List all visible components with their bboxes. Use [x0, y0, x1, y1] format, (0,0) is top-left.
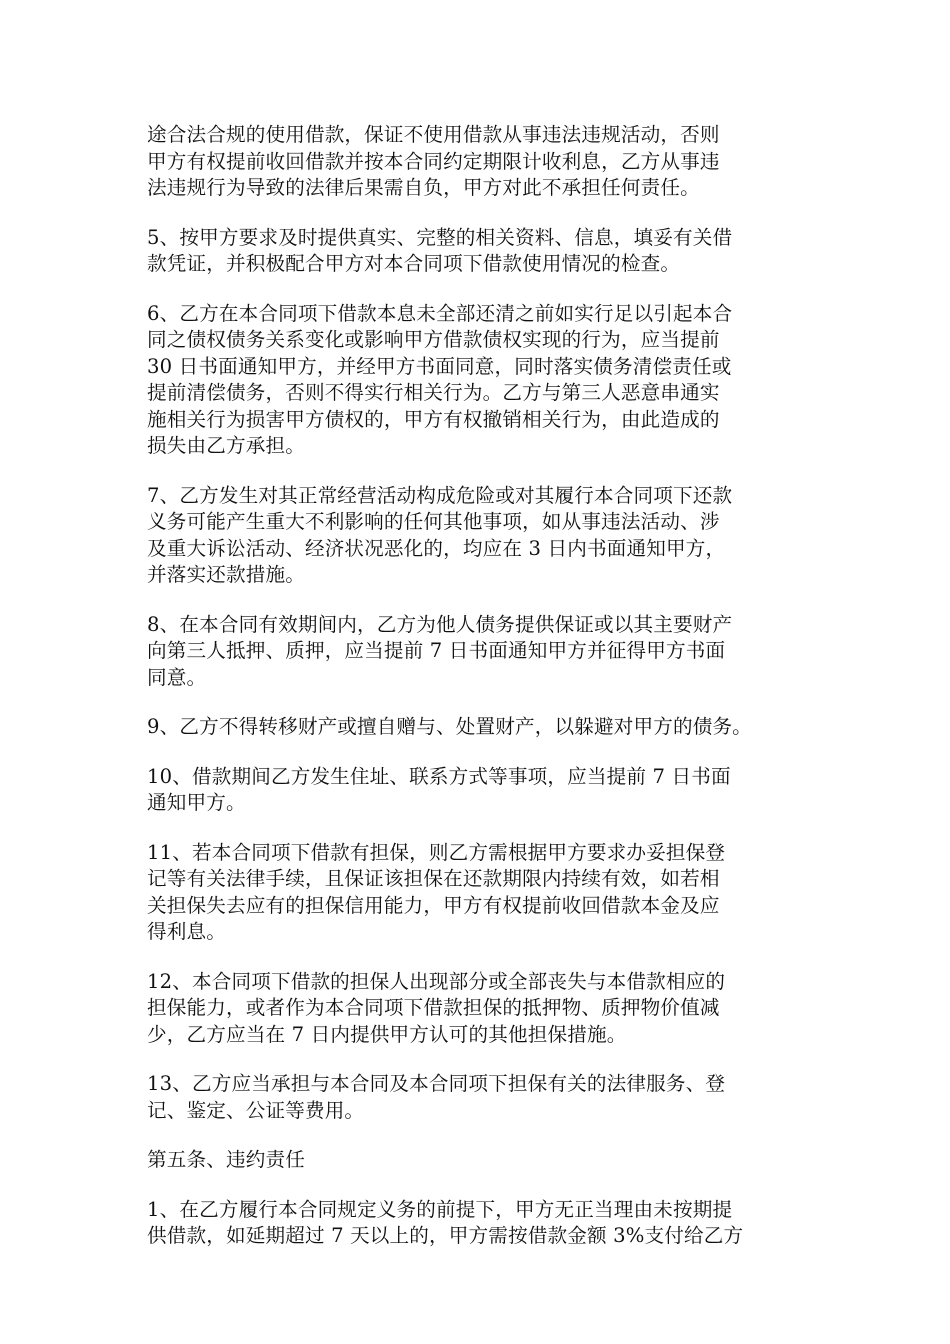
- paragraph-breach-clause-1: 1、在乙方履行本合同规定义务的前提下，甲方无正当理由未按期提 供借款，如延期超过 7 天以上的，甲方需按借款金额 3%支付给乙方: [147, 1197, 744, 1247]
- paragraph-clause-12: 12、本合同项下借款的担保人出现部分或全部丧失与本借款相应的 担保能力，或者作为本合同项下借款担保的抵押物、质押物价值减 少，乙方应当在 7 日内提供甲方认可的其他担保措施。: [147, 969, 726, 1046]
- paragraph-clause-10: 10、借款期间乙方发生住址、联系方式等事项，应当提前 7 日书面 通知甲方。: [147, 764, 731, 814]
- paragraph-clause-11: 11、若本合同项下借款有担保，则乙方需根据甲方要求办妥担保登 记等有关法律手续，且保证该担保在还款期限内持续有效，如若相 关担保失去应有的担保信用能力，甲方有权提前收回借款本金及应 得利息。: [147, 840, 726, 943]
- paragraph-clause-6: 6、乙方在本合同项下借款本息未全部还清之前如实行足以引起本合 同之债权债务关系变化或影响甲方借款债权实现的行为，应当提前 30 日书面通知甲方，并经甲方书面同意，同时落实债务清偿责任或 提前清偿债务，否则不得实行相关行为。乙方与第三人恶意串通实 施相关行为损害甲方债权的，甲方有权撤销相关行为，由此造成的 损失由乙方承担。: [147, 301, 733, 457]
- paragraph-clause-13: 13、乙方应当承担与本合同及本合同项下担保有关的法律服务、登 记、鉴定、公证等费用。: [147, 1072, 726, 1122]
- paragraph-use-of-loan: 途合法合规的使用借款，保证不使用借款从事违法违规活动，否则 甲方有权提前收回借款并按本合同约定期限计收利息，乙方从事违 法违规行为导致的法律后果需自负，甲方对此不承担任何责任。: [147, 123, 720, 199]
- section-heading-article-5: 第五条、违约责任: [147, 1148, 305, 1171]
- paragraph-clause-7: 7、乙方发生对其正常经营活动构成危险或对其履行本合同项下还款 义务可能产生重大不利影响的任何其他事项，如从事违法活动、涉 及重大诉讼活动、经济状况恶化的，均应在 3 日内书面通知甲方， 并落实还款措施。: [147, 483, 733, 586]
- paragraph-clause-5: 5、按甲方要求及时提供真实、完整的相关资料、信息，填妥有关借 款凭证，并积极配合甲方对本合同项下借款使用情况的检查。: [147, 225, 733, 275]
- document-body: [147, 122, 827, 1273]
- paragraph-clause-9: 9、乙方不得转移财产或擅自赠与、处置财产，以躲避对甲方的债务。: [147, 715, 752, 738]
- paragraph-clause-8: 8、在本合同有效期间内，乙方为他人债务提供保证或以其主要财产 向第三人抵押、质押，应当提前 7 日书面通知甲方并征得甲方书面 同意。: [147, 612, 733, 689]
